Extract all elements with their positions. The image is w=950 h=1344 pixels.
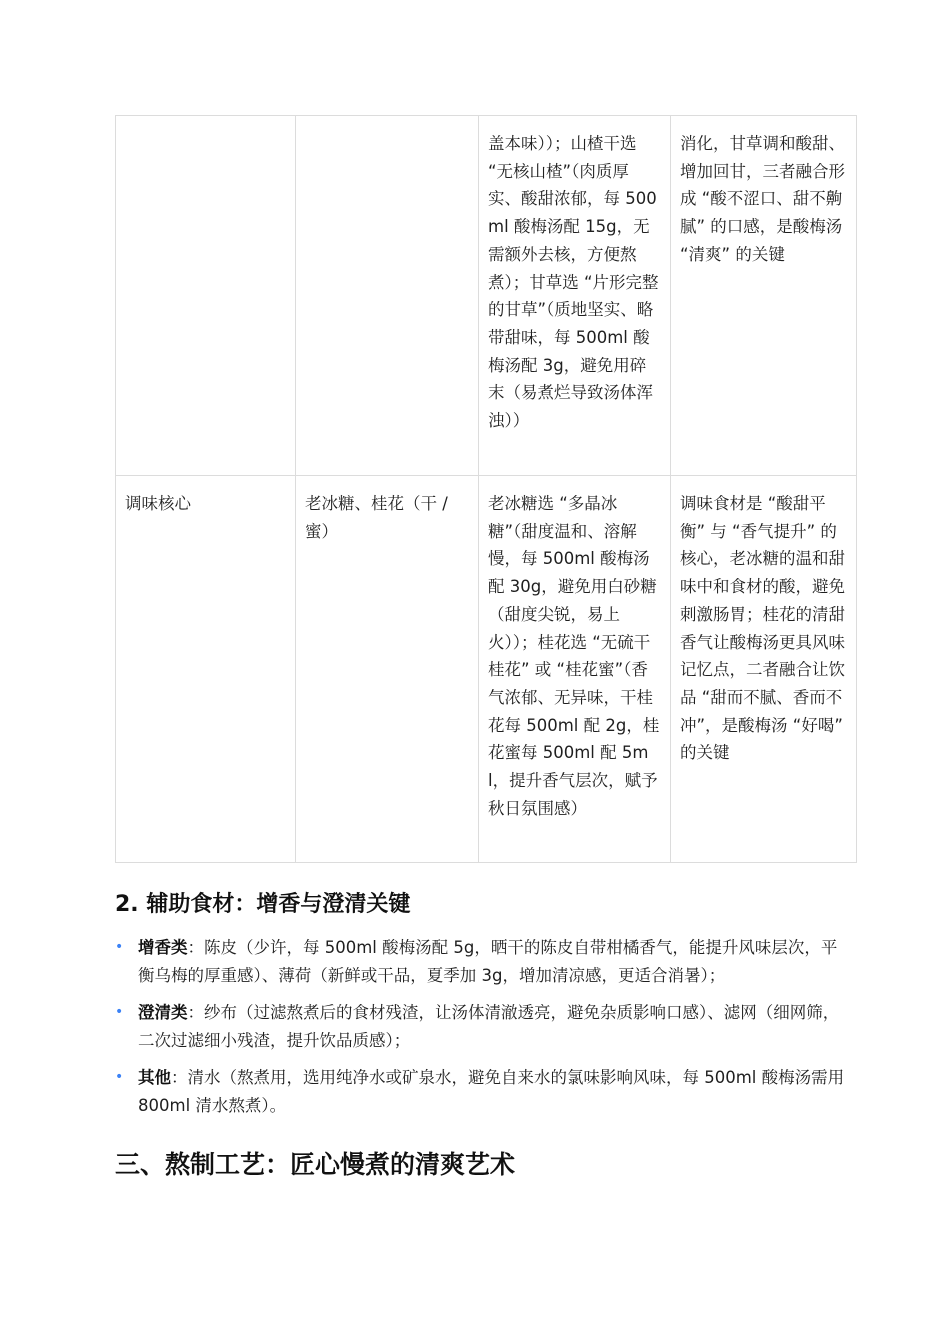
- bullet-icon: •: [115, 1004, 124, 1020]
- bullet-icon: •: [115, 1069, 124, 1085]
- table-cell-ingredients: [296, 116, 479, 476]
- list-item: [115, 999, 850, 1054]
- table-cell-selection: 老冰糖选 “多晶冰糖”（甜度温和、溶解慢，每 500ml 酸梅汤配 30g，避免用白砂糖（甜度尖锐，易上火））；桂花选 “无硫干桂花” 或 “桂花蜜”（香气浓郁、无异味，干桂花每 500ml 配 2g，桂花蜜每 500ml 配 5ml，提升香气层次，赋予秋日氛围感）: [479, 476, 671, 863]
- auxiliary-ingredients-list: [115, 934, 850, 1129]
- bullet-icon: •: [115, 939, 124, 955]
- table-row: [116, 476, 857, 863]
- list-item-label: 澄清类: [138, 1003, 188, 1022]
- list-item: [115, 1064, 850, 1119]
- table-cell-category: [116, 116, 296, 476]
- list-item-text: ：纱布（过滤熬煮后的食材残渣，让汤体清澈透亮，避免杂质影响口感）、滤网（细网筛，二次过滤细小残渣，提升饮品质感）；: [138, 1003, 840, 1050]
- list-item-label: 增香类: [138, 938, 188, 957]
- ingredients-table: [115, 115, 857, 863]
- table-cell-ingredients: 老冰糖、桂花（干 / 蜜）: [296, 476, 479, 863]
- table-cell-role: 消化，甘草调和酸甜、增加回甘，三者融合形成 “酸不涩口、甜不齁腻” 的口感，是酸梅汤 “清爽” 的关键: [671, 116, 857, 476]
- chapter-heading-brewing: 三、熬制工艺：匠心慢煮的清爽艺术: [115, 1150, 516, 1179]
- table-cell-selection: 盖本味））；山楂干选 “无核山楂”（肉质厚实、酸甜浓郁，每 500ml 酸梅汤配 15g，无需额外去核，方便熬煮）；甘草选 “片形完整的甘草”（质地坚实、略带甜味，每 500ml 酸梅汤配 3g，避免用碎末（易煮烂导致汤体浑浊））: [479, 116, 671, 476]
- section-heading-auxiliary: 2. 辅助食材：增香与澄清关键: [115, 892, 411, 917]
- table-cell-role: 调味食材是 “酸甜平衡” 与 “香气提升” 的核心，老冰糖的温和甜味中和食材的酸，避免刺激肠胃；桂花的清甜香气让酸梅汤更具风味记忆点，二者融合让饮品 “甜而不腻、香而不冲”，是酸梅汤 “好喝” 的关键: [671, 476, 857, 863]
- table-row: [116, 116, 857, 476]
- list-item: [115, 934, 850, 989]
- list-item-text: ：陈皮（少许，每 500ml 酸梅汤配 5g，晒干的陈皮自带柑橘香气，能提升风味层次，平衡乌梅的厚重感）、薄荷（新鲜或干品，夏季加 3g，增加清凉感，更适合消暑）；: [138, 938, 838, 985]
- list-item-label: 其他: [138, 1068, 171, 1087]
- table-cell-category: 调味核心: [116, 476, 296, 863]
- list-item-text: ：清水（熬煮用，选用纯净水或矿泉水，避免自来水的氯味影响风味，每 500ml 酸梅汤需用 800ml 清水熬煮）。: [138, 1068, 845, 1115]
